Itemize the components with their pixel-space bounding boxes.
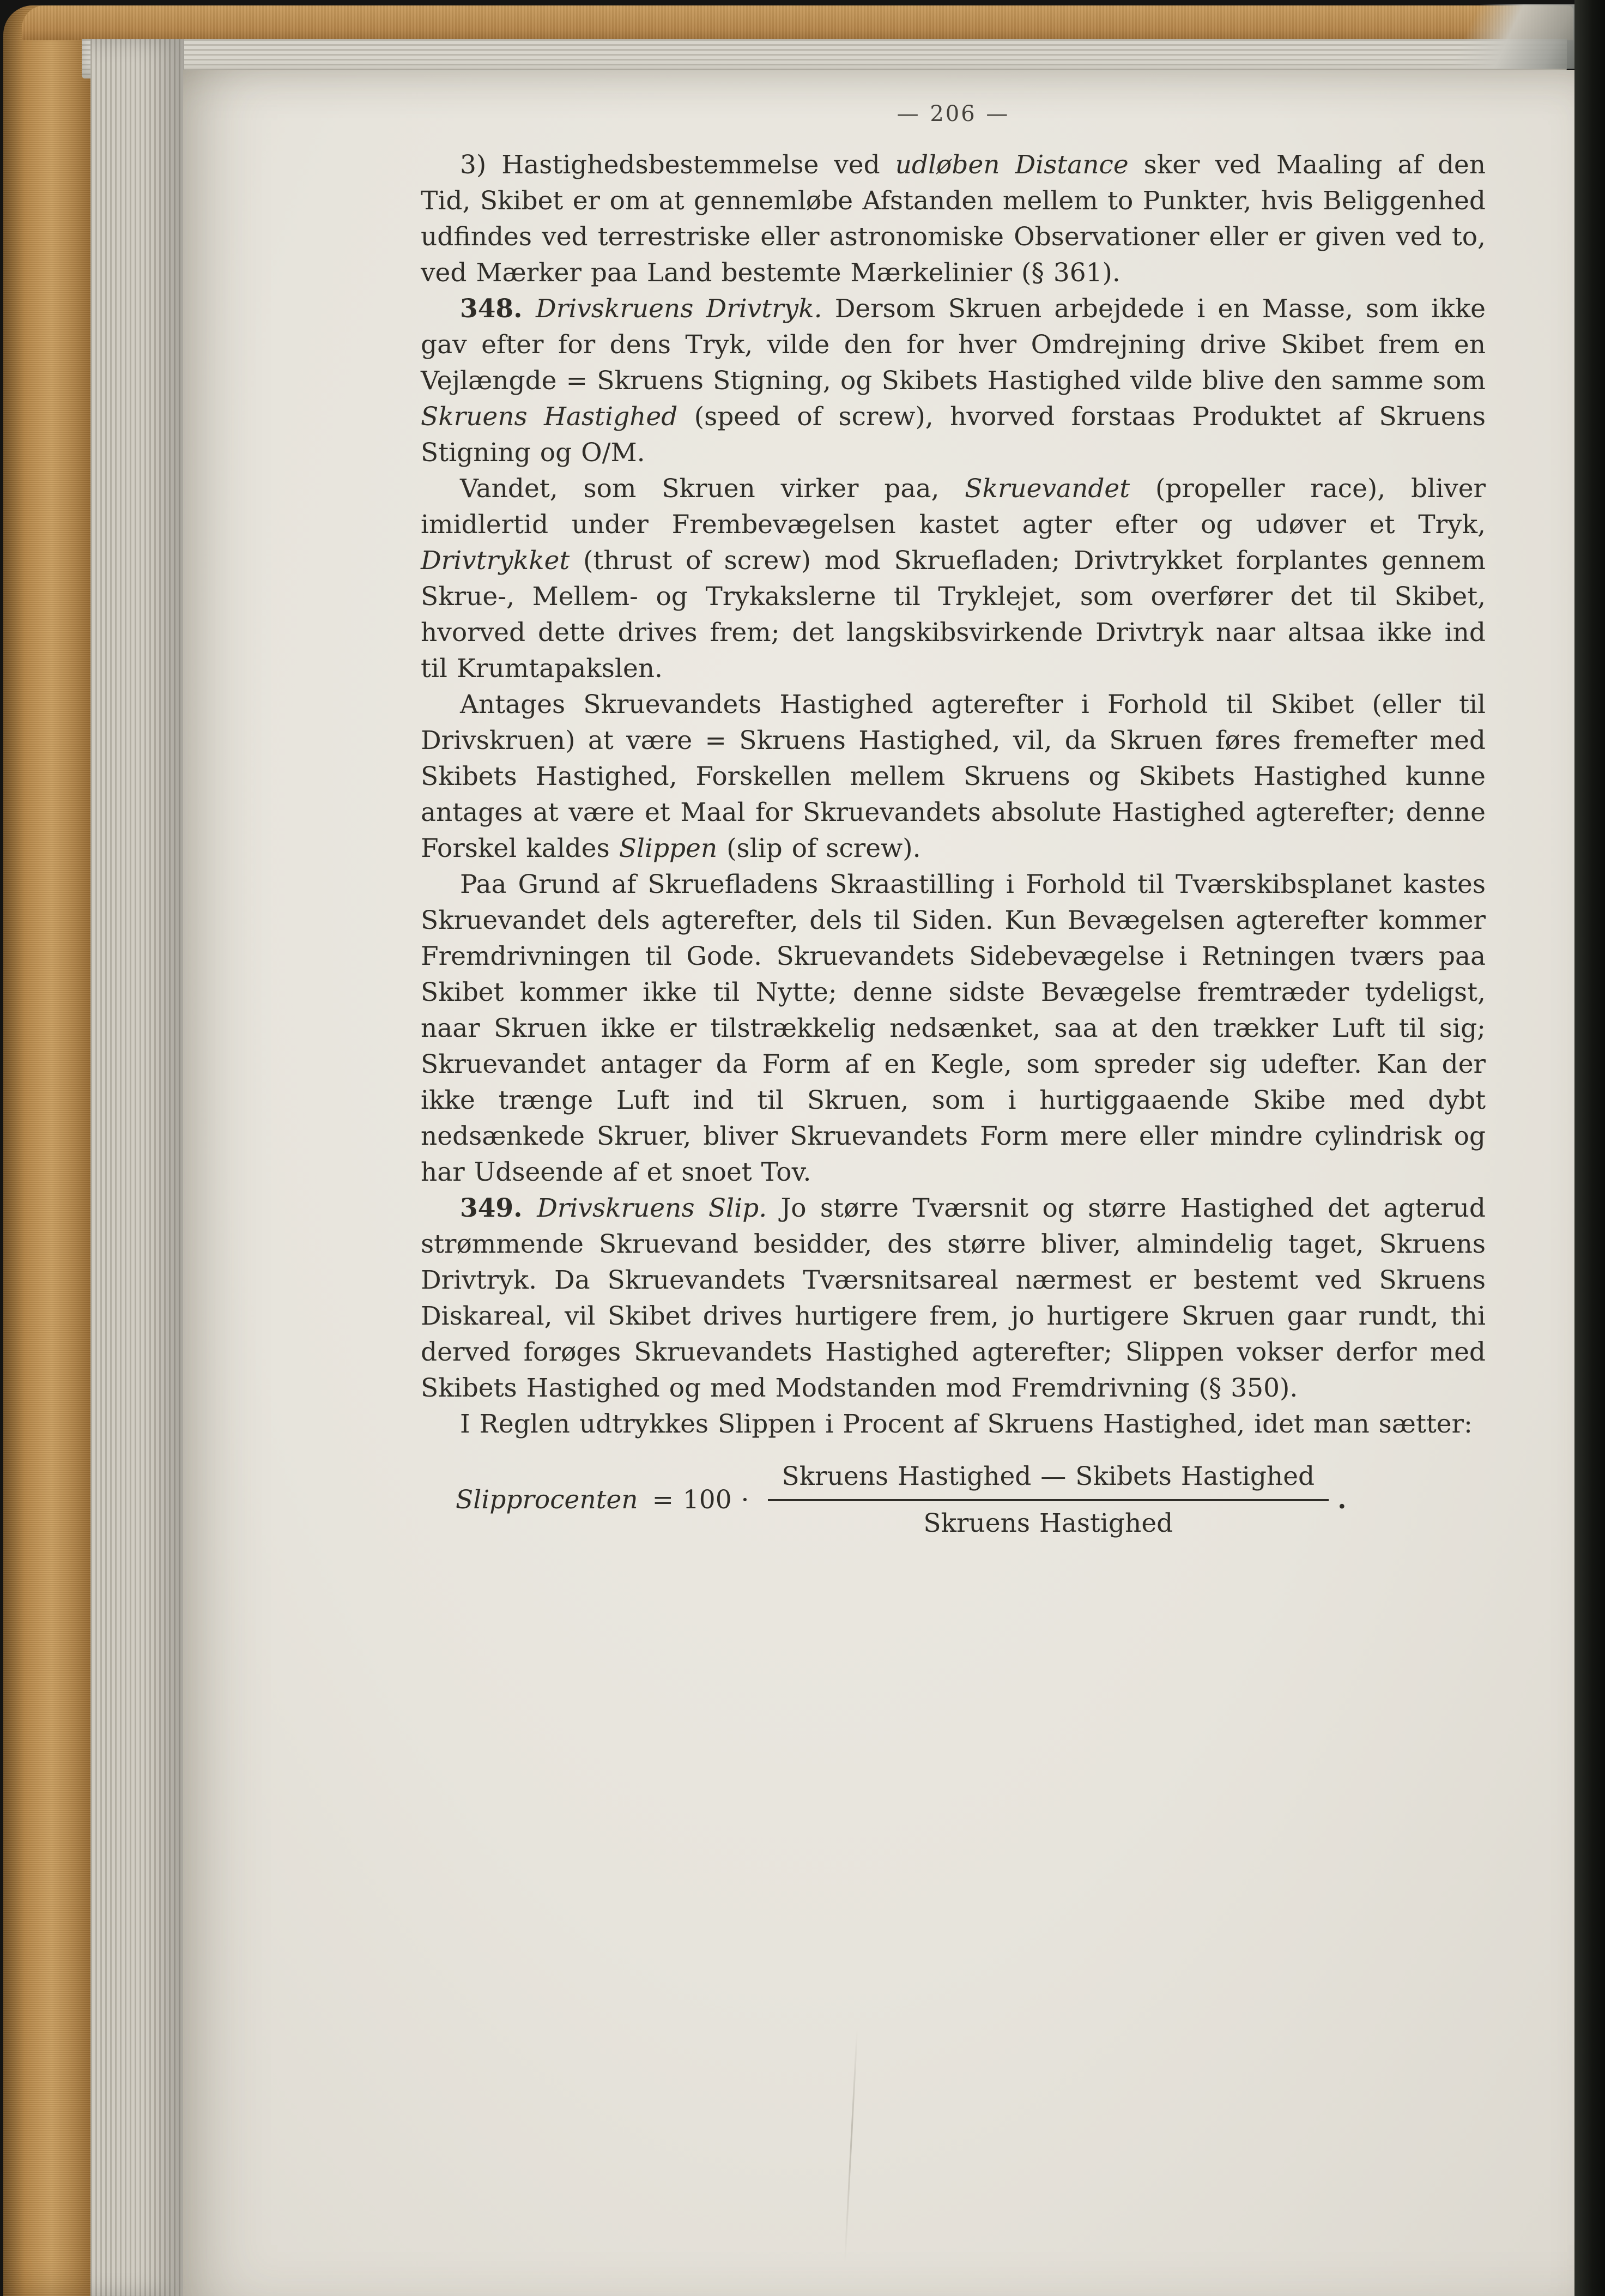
- formula-fraction: [768, 1459, 1329, 1542]
- formula: [421, 1459, 1486, 1542]
- text-run: (thrust of screw) mod Skruefladen; Drivtrykket forplantes gennem Skrue-, Mellem- og Trykakslerne til Tryklejet, som overfører det til Skibet, hvorved dette drives frem; det langskibsvirkende Drivtryk naar altsaa ikke ind til Krumtapakslen.: [421, 546, 1486, 684]
- page-crease: [844, 2029, 858, 2263]
- text-run: Drivskruens Drivtryk.: [536, 294, 835, 324]
- text-run: (slip of screw).: [717, 833, 921, 863]
- text-run: udløben Distance: [895, 150, 1129, 180]
- text-run: Drivskruens Slip.: [537, 1193, 781, 1223]
- paragraph: [421, 471, 1486, 687]
- page-number: — 206 —: [897, 101, 1010, 126]
- paragraph: [421, 1191, 1486, 1406]
- paragraph: [421, 687, 1486, 867]
- text-run: Antages Skruevandets Hastighed agterefter i Forhold til Skibet (eller til Drivskruen) at være = Skruens Hastighed, vil, da Skruen føres fremefter med Skibets Hastighed, Forskellen mellem Skruens og Skibets Hastighed kunne antages at være et Maal for Skruevandets absolute Hastighed agterefter; denne Forskel kaldes: [421, 690, 1486, 863]
- book-page: [183, 70, 1574, 2296]
- text-run: 3) Hastighedsbestemmelse ved: [460, 150, 895, 180]
- formula-lhs: Slipprocenten: [456, 1485, 638, 1515]
- text-run: (speed of screw), hvorved forstaas Produktet af Skruens Stigning og O/M.: [421, 402, 1486, 468]
- book-cover-spine: [3, 5, 90, 2296]
- text-run: I Reglen udtrykkes Slippen i Procent af Skruens Hastighed, idet man sætter:: [460, 1409, 1473, 1439]
- book-cover-top-edge: [22, 5, 1573, 40]
- text-run: Skruens Hastighed: [421, 402, 678, 432]
- paragraph: [421, 867, 1486, 1191]
- formula-equals: = 100 ·: [652, 1485, 749, 1515]
- text-run: sker ved Maaling af den Tid, Skibet er om at gennemløbe Afstanden mellem to Punkter, hvis Beliggenhed udfindes ved terrestriske eller astronomiske Observationer eller er given ved to, ved Mærker paa Land bestemte Mærkelinier (§ 361).: [421, 150, 1486, 288]
- right-shadow-edge: [1574, 0, 1605, 2296]
- text-run: Paa Grund af Skruefladens Skraastilling i Forhold til Tværskibsplanet kastes Skruevandet dels agterefter, dels til Siden. Kun Bevægelsen agterefter kommer Fremdrivningen til Gode. Skruevandets Sidebevægelse i Retningen tværs paa Skibet kommer ikke til Nytte; denne sidste Bevægelse fremtræder tydeligst, naar Skruen ikke er tilstrækkelig nedsænket, saa at den trækker Luft til sig; Skruevandet antager da Form af en Kegle, som spreder sig udefter. Kan der ikke trænge Luft ind til Skruen, som i hurtiggaaende Skibe med dybt nedsænkede Skruer, bliver Skruevandets Form mere eller mindre cylindrisk og har Udseende af et snoet Tov.: [421, 869, 1486, 1187]
- text-run: Vandet, som Skruen virker paa,: [460, 474, 965, 504]
- text-run: 348.: [460, 294, 536, 324]
- formula-denominator: Skruens Hastighed: [923, 1508, 1173, 1538]
- paragraph: [421, 291, 1486, 471]
- page-corner-curl: [1418, 4, 1581, 69]
- text-run: 349.: [460, 1193, 537, 1223]
- text-run: (propeller race), bliver imidlertid under Frembevægelsen kastet agter efter og udøver et Tryk,: [421, 474, 1486, 540]
- formula-numerator: Skruens Hastighed — Skibets Hastighed: [768, 1459, 1329, 1501]
- text-block: [421, 96, 1486, 1542]
- text-run: Dersom Skruen arbejdede i en Masse, som ikke gav efter for dens Tryk, vilde den for hver Omdrejning drive Skibet frem en Vejlængde = Skruens Stigning, og Skibets Hastighed vilde blive den samme som: [421, 294, 1486, 396]
- text-run: Jo større Tværsnit og større Hastighed det agterud strømmende Skruevand besidder, des større bliver, almindelig taget, Skruens Drivtryk. Da Skruevandets Tværsnitsareal nærmest er bestemt ved Skruens Diskareal, vil Skibet drives hurtigere frem, jo hurtigere Skruen gaar rundt, thi derved forøges Skruevandets Hastighed agterefter; Slippen vokser derfor med Skibets Hastighed og med Modstanden mod Fremdrivning (§ 350).: [421, 1193, 1486, 1403]
- text-run: Slippen: [619, 833, 718, 863]
- formula-period: .: [1337, 1485, 1347, 1515]
- paragraphs: [421, 147, 1486, 1442]
- paragraph: [421, 147, 1486, 291]
- text-run: Skruevandet: [965, 474, 1130, 504]
- paragraph: [421, 1406, 1486, 1442]
- page-stack-left-edges: [90, 39, 184, 2296]
- text-run: Drivtrykket: [421, 546, 570, 576]
